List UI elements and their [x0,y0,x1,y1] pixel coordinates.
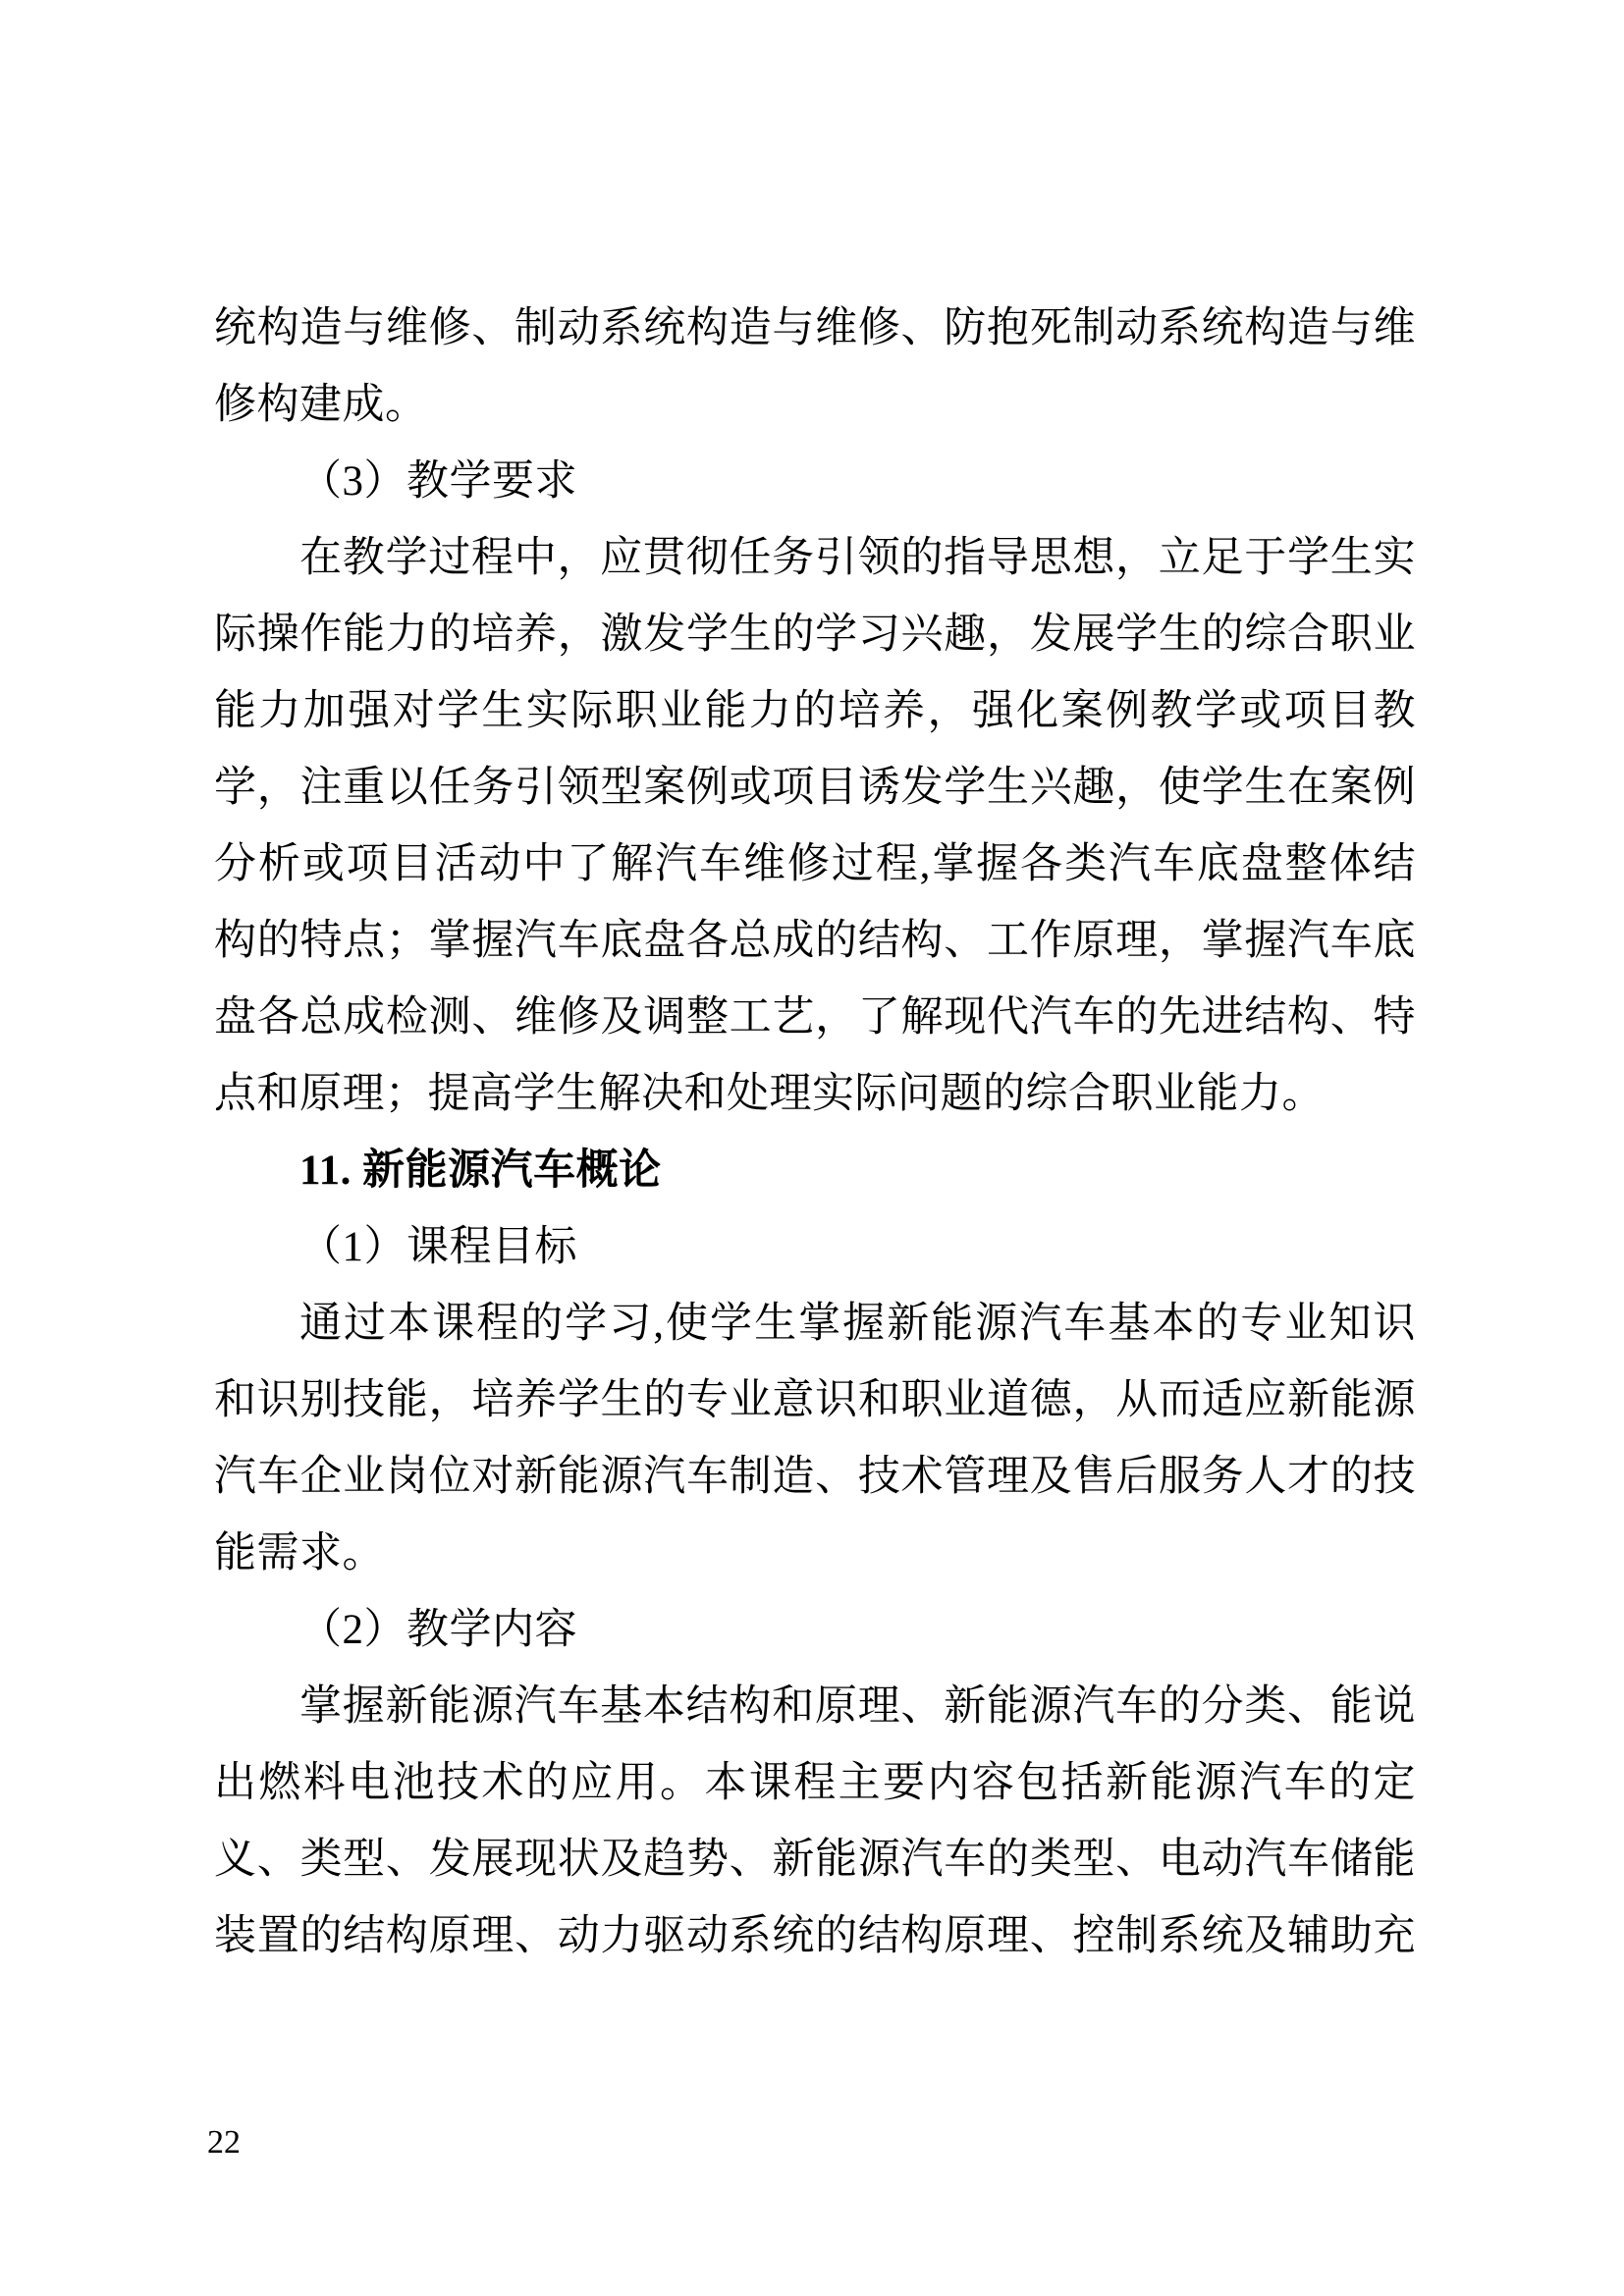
text-line-17: 能需求。 [214,1530,385,1576]
text-line-1: 统构造与维修、制动系统构造与维修、防抱死制动系统构造与维 [214,305,1416,351]
text-line-11: 点和原理；提高学生解决和处理实际问题的综合职业能力。 [214,1071,1325,1117]
text-line-9: 构的特点；掌握汽车底盘各总成的结构、工作原理，掌握汽车底 [214,918,1416,964]
text-line-19: 掌握新能源汽车基本结构和原理、新能源汽车的分类、能说 [299,1683,1416,1730]
text-line-13: （1）课程目标 [299,1224,577,1270]
text-line-20: 出燃料电池技术的应用。本课程主要内容包括新能源汽车的定 [214,1760,1416,1806]
text-line-12: 11. 新能源汽车概论 [299,1148,662,1194]
text-line-3: （3）教学要求 [299,458,577,505]
text-line-15: 和识别技能，培养学生的专业意识和职业道德，从而适应新能源 [214,1377,1416,1423]
document-body [214,291,1416,1975]
text-line-18: （2）教学内容 [299,1607,577,1653]
text-line-21: 义、类型、发展现状及趋势、新能源汽车的类型、电动汽车储能 [214,1837,1416,1883]
text-line-7: 学，注重以任务引领型案例或项目诱发学生兴趣，使学生在案例 [214,765,1416,811]
text-line-4: 在教学过程中，应贯彻任务引领的指导思想，立足于学生实 [299,535,1416,581]
text-line-22: 装置的结构原理、动力驱动系统的结构原理、控制系统及辅助充 [214,1913,1416,1959]
text-line-5: 际操作能力的培养，激发学生的学习兴趣，发展学生的综合职业 [214,612,1416,658]
page-number: 22 [207,2124,241,2161]
text-line-6: 能力加强对学生实际职业能力的培养，强化案例教学或项目教 [214,688,1416,734]
text-line-14: 通过本课程的学习,使学生掌握新能源汽车基本的专业知识 [299,1301,1416,1347]
text-line-2: 修构建成。 [214,382,428,428]
text-line-8: 分析或项目活动中了解汽车维修过程,掌握各类汽车底盘整体结 [214,841,1416,887]
text-line-10: 盘各总成检测、维修及调整工艺，了解现代汽车的先进结构、特 [214,994,1416,1041]
text-line-16: 汽车企业岗位对新能源汽车制造、技术管理及售后服务人才的技 [214,1454,1416,1500]
